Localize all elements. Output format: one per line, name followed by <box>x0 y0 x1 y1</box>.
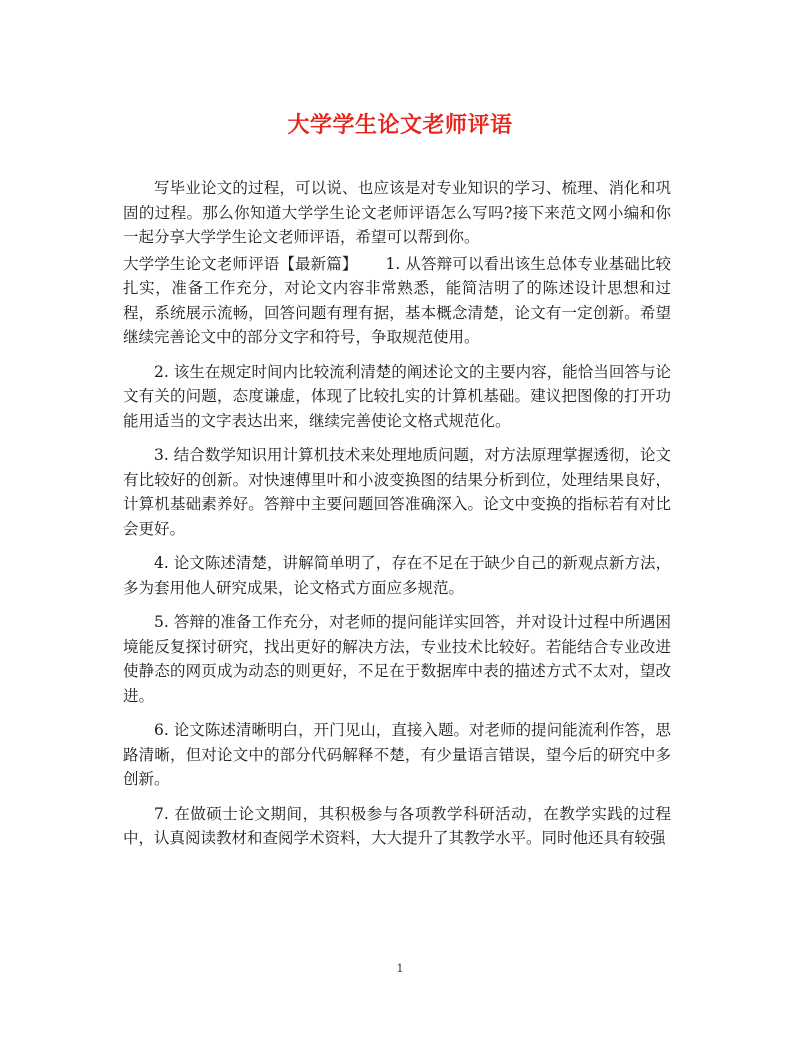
comment-paragraph-3: 3. 结合数学知识用计算机技术来处理地质问题，对方法原理掌握透彻，论文有比较好的创新。对快速傅里叶和小波变换图的结果分析到位，处理结果良好，计算机基础素养好。答辩中主要问题回答准确深入。论文中变换的指标若有对比会更好。 <box>123 446 671 538</box>
comment-paragraph-4: 4. 论文陈述清楚，讲解简单明了，存在不足在于缺少自己的新观点新方法，多为套用他人研究成果，论文格式方面应多规范。 <box>123 554 671 597</box>
comment-1-text: 1. 从答辩可以看出该生总体专业基础比较扎实，准备工作充分，对论文内容非常熟悉，能简洁明了的陈述设计思想和过程，系统展示流畅，回答问题有理有据，基本概念清楚，论文有一定创新。希望继续完善论文中的部分文字和符号，争取规范使用。 <box>123 254 671 346</box>
comment-paragraph-2: 2. 该生在规定时间内比较流利清楚的阐述论文的主要内容，能恰当回答与论文有关的问题，态度谦虚，体现了比较扎实的计算机基础。建议把图像的打开功能用适当的文字表达出来，继续完善使论文格式规范化。 <box>123 362 671 430</box>
comment-paragraph-6: 6. 论文陈述清晰明白，开门见山，直接入题。对老师的提问能流利作答，思路清晰，但对论文中的部分代码解释不楚，有少量语言错误，望今后的研究中多创新。 <box>123 721 671 788</box>
document-title: 大学学生论文老师评语 <box>287 112 513 138</box>
document-body <box>123 176 671 861</box>
comment-paragraph-7: 7. 在做硕士论文期间，其积极参与各项教学科研活动，在教学实践的过程中，认真阅读教材和查阅学术资料，大大提升了其教学水平。同时他还具有较强 <box>123 804 671 847</box>
comment-paragraph-1 <box>123 252 671 350</box>
section-heading: 大学学生论文老师评语【最新篇】 <box>123 254 358 273</box>
page-number: 1 <box>396 962 404 975</box>
comment-paragraph-5: 5. 答辩的准备工作充分，对老师的提问能详实回答，并对设计过程中所遇困境能反复探讨研究，找出更好的解决方法，专业技术比较好。若能结合专业改进使静态的网页成为动态的则更好，不足在于数据库中表的描述方式不太对，望改进。 <box>123 613 671 705</box>
intro-paragraph: 写毕业论文的过程，可以说、也应该是对专业知识的学习、梳理、消化和巩固的过程。那么你知道大学学生论文老师评语怎么写吗?接下来范文网小编和你一起分享大学学生论文老师评语，希望可以帮到你。 <box>123 179 671 246</box>
